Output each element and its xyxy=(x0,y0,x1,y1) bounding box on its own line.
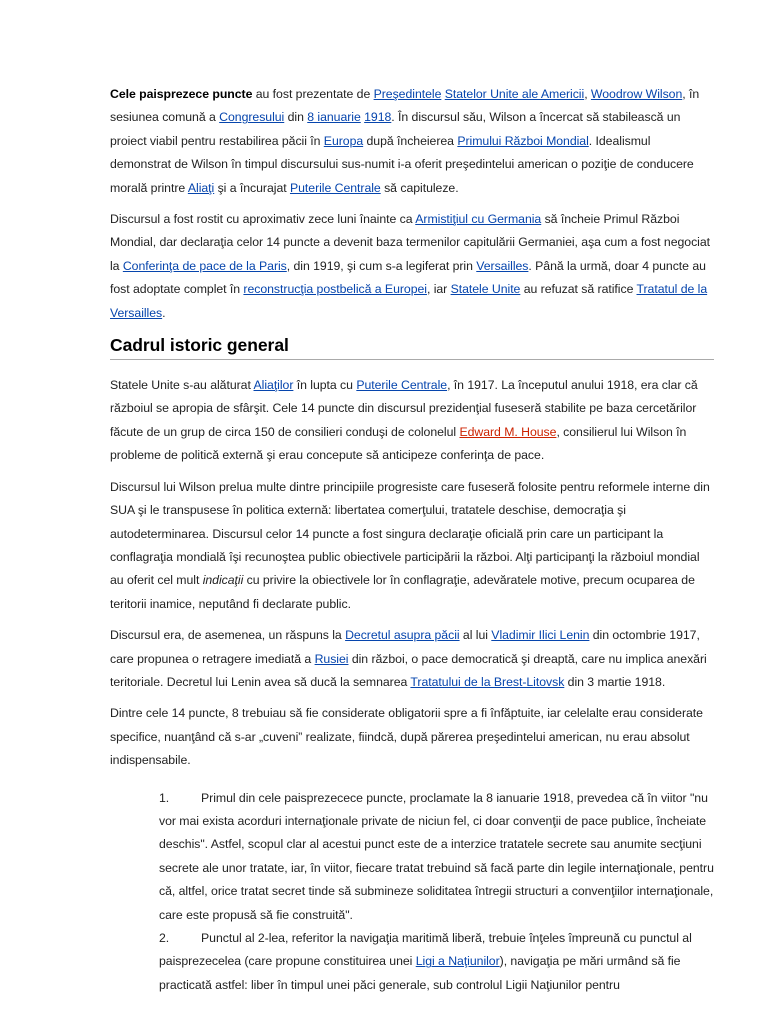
bold-title: Cele paisprezece puncte xyxy=(110,87,253,101)
text: şi a încurajat xyxy=(214,180,290,195)
link-ligi-a-natiunilor[interactable]: Ligi a Naţiunilor xyxy=(415,954,500,969)
text: . Idealismul demonstrat de Wilson în timpul discursului sus-numit i-a oferit preşedintelui american o poziţie de conducere morală printre xyxy=(110,133,694,195)
link-tratatului-brest-litovsk[interactable]: Tratatului de la Brest-Litovsk xyxy=(410,674,565,689)
text: , în sesiunea comună a xyxy=(110,87,700,125)
text: al lui xyxy=(459,628,492,643)
text: , xyxy=(584,87,591,101)
list-number: 1. xyxy=(159,790,170,805)
numbered-list xyxy=(159,787,714,998)
link-statele-unite[interactable]: Statele Unite xyxy=(450,282,521,297)
link-versailles[interactable]: Versailles xyxy=(476,258,529,273)
link-vladimir-ilici-lenin[interactable]: Vladimir Ilici Lenin xyxy=(491,628,590,643)
paragraph-obligatory xyxy=(110,702,714,772)
link-puterile-centrale-2[interactable]: Puterile Centrale xyxy=(356,378,448,393)
link-rusiei[interactable]: Rusiei xyxy=(314,651,349,666)
paragraph-principles xyxy=(110,476,714,616)
link-woodrow-wilson[interactable]: Woodrow Wilson xyxy=(590,87,683,101)
text: Primul din cele paisprezecece puncte, proclamate la 8 ianuarie 1918, prevedea că în viitor "nu vor mai exista acorduri internaţionale private de niciun fel, ci doar convenţii de pace publice, încheiate deschis". Astfel, scopul clar al acestui punct este de a interzice tratatele secrete sau anumite secţiuni secrete ale unor tratate, iar, în viitor, fiecare tratat trebuind să facă parte din legile internaţionale, pentru că, altfel, orice tratat secret tinde să submineze soliditatea întregii structuri a convenţiilor internaţionale, care este propusă să fie construită". xyxy=(159,790,714,922)
link-reconstructia-postbelica[interactable]: reconstrucţia postbelică a Europei xyxy=(243,282,427,297)
paragraph-context xyxy=(110,374,714,468)
text: au refuzat să ratifice xyxy=(520,282,637,297)
text: , în 1917. La începutul anului 1918, era clar că războiul se apropia de sfârşit. Cele 14 puncte din discursul prezidenţial fuseseră stabilite pe baza cercetărilor făcute de un grup de circa 150 de consilieri conduşi de colonelul xyxy=(110,378,698,439)
text: Discursul a fost rostit cu aproximativ zece luni înainte ca xyxy=(110,212,416,227)
link-tratatul-de-la-versailles[interactable]: Tratatul de la Versailles xyxy=(110,282,708,320)
text: Dintre cele 14 puncte, 8 trebuiau să fie considerate obligatorii spre a fi înfăptuite, iar celelalte erau considerate specifice, nuanţând că s-ar „cuveni” realizate, fiindcă, după părerea preşedintelui american, nu erau absolut indispensabile. xyxy=(110,706,703,768)
link-congresului[interactable]: Congresului xyxy=(219,110,285,125)
text: din octombrie 1917, care propunea o retragere imediată a xyxy=(110,628,700,666)
text: . În discursul său, Wilson a încercat să stabilească un proiect viabil pentru restabilirea păcii în xyxy=(110,110,681,148)
link-puterile-centrale[interactable]: Puterile Centrale xyxy=(289,180,381,195)
text: , iar xyxy=(426,282,451,297)
link-statele-unite-ale-americii[interactable]: Statelor Unite ale Americii xyxy=(444,87,585,101)
text: Discursul era, de asemenea, un răspuns la xyxy=(110,628,346,643)
link-decretul-asupra-pacii[interactable]: Decretul asupra păcii xyxy=(345,628,460,643)
text: . Până la urmă, doar 4 puncte au fost adoptate complet în xyxy=(110,258,706,297)
text: au fost prezentate de xyxy=(252,87,374,101)
text: Statele Unite s-au alăturat xyxy=(110,378,254,393)
list-number: 2. xyxy=(159,931,170,945)
text: să capituleze. xyxy=(380,180,459,195)
text: să încheie Primul Război Mondial, dar declaraţia celor 14 puncte a devenit baza termenilor capitulării Germaniei, aşa cum a fost negociat la xyxy=(110,212,711,273)
link-presedintele[interactable]: Preşedintele xyxy=(373,87,442,101)
list-item xyxy=(159,787,714,927)
text: Discursul lui Wilson prelua multe dintre principiile progresiste care fuseseră folosite pentru reformele interne din SUA şi le transpusese în politica externă: libertatea comerţului, tratatele deschise, democraţia şi autodeterminarea. Discursul celor 14 puncte a fost singura declaraţie oficială prin care un participant la conflagraţia mondială îşi recunoştea public obiectivele participării la război. Alţi participanţi la războiul mondial au oferit cel mult xyxy=(110,479,710,588)
link-aliati[interactable]: Aliaţi xyxy=(187,180,215,195)
italic-text: indicaţii xyxy=(202,573,244,588)
link-edward-m-house[interactable]: Edward M. House xyxy=(459,424,557,439)
paragraph-intro xyxy=(110,83,714,200)
text: , consilierul lui Wilson în probleme de politică externă şi erau concepute să anticipeze conferinţa de pace. xyxy=(110,424,687,463)
text: din xyxy=(284,110,308,125)
article-content xyxy=(110,83,714,997)
text: din 3 martie 1918. xyxy=(564,674,666,689)
section-heading: Cadrul istoric general xyxy=(110,333,714,360)
link-1918[interactable]: 1918 xyxy=(364,110,392,125)
list-item xyxy=(159,927,714,997)
text: Punctul al 2-lea, referitor la navigaţia maritimă liberă, trebuie înţeles împreună cu punctul al paisprezecelea (care propune constituirea unei xyxy=(159,931,692,969)
text: în lupta cu xyxy=(293,378,357,393)
text: cu privire la obiectivele lor în conflagraţie, adevăratele motive, precum ocuparea de teritorii inamice, neputând fi declarate public. xyxy=(110,573,695,611)
link-armistitiul-cu-germania[interactable]: Armistiţiul cu Germania xyxy=(415,212,542,227)
link-europa[interactable]: Europa xyxy=(323,133,364,148)
text: , din 1919, şi cum s-a legiferat prin xyxy=(286,258,477,273)
link-aliatilor[interactable]: Aliaţilor xyxy=(253,378,294,393)
text: după încheierea xyxy=(363,133,458,148)
text: . xyxy=(162,305,166,320)
link-primului-razboi-mondial[interactable]: Primului Război Mondial xyxy=(457,133,589,148)
text: ), navigaţia pe mări urmând să fie practicată astfel: liber în timpul unei păci generale, sub controlul Ligii Naţiunilor pentru xyxy=(159,954,681,992)
paragraph-lenin xyxy=(110,624,714,694)
paragraph-armistice xyxy=(110,208,714,325)
link-conferinta-de-pace[interactable]: Conferinţa de pace de la Paris xyxy=(122,258,287,273)
link-8-ianuarie[interactable]: 8 ianuarie xyxy=(307,110,361,125)
text: din război, o pace democratică şi dreaptă, care nu implica anexări teritoriale. Decretul lui Lenin avea să ducă la semnarea xyxy=(110,651,707,689)
